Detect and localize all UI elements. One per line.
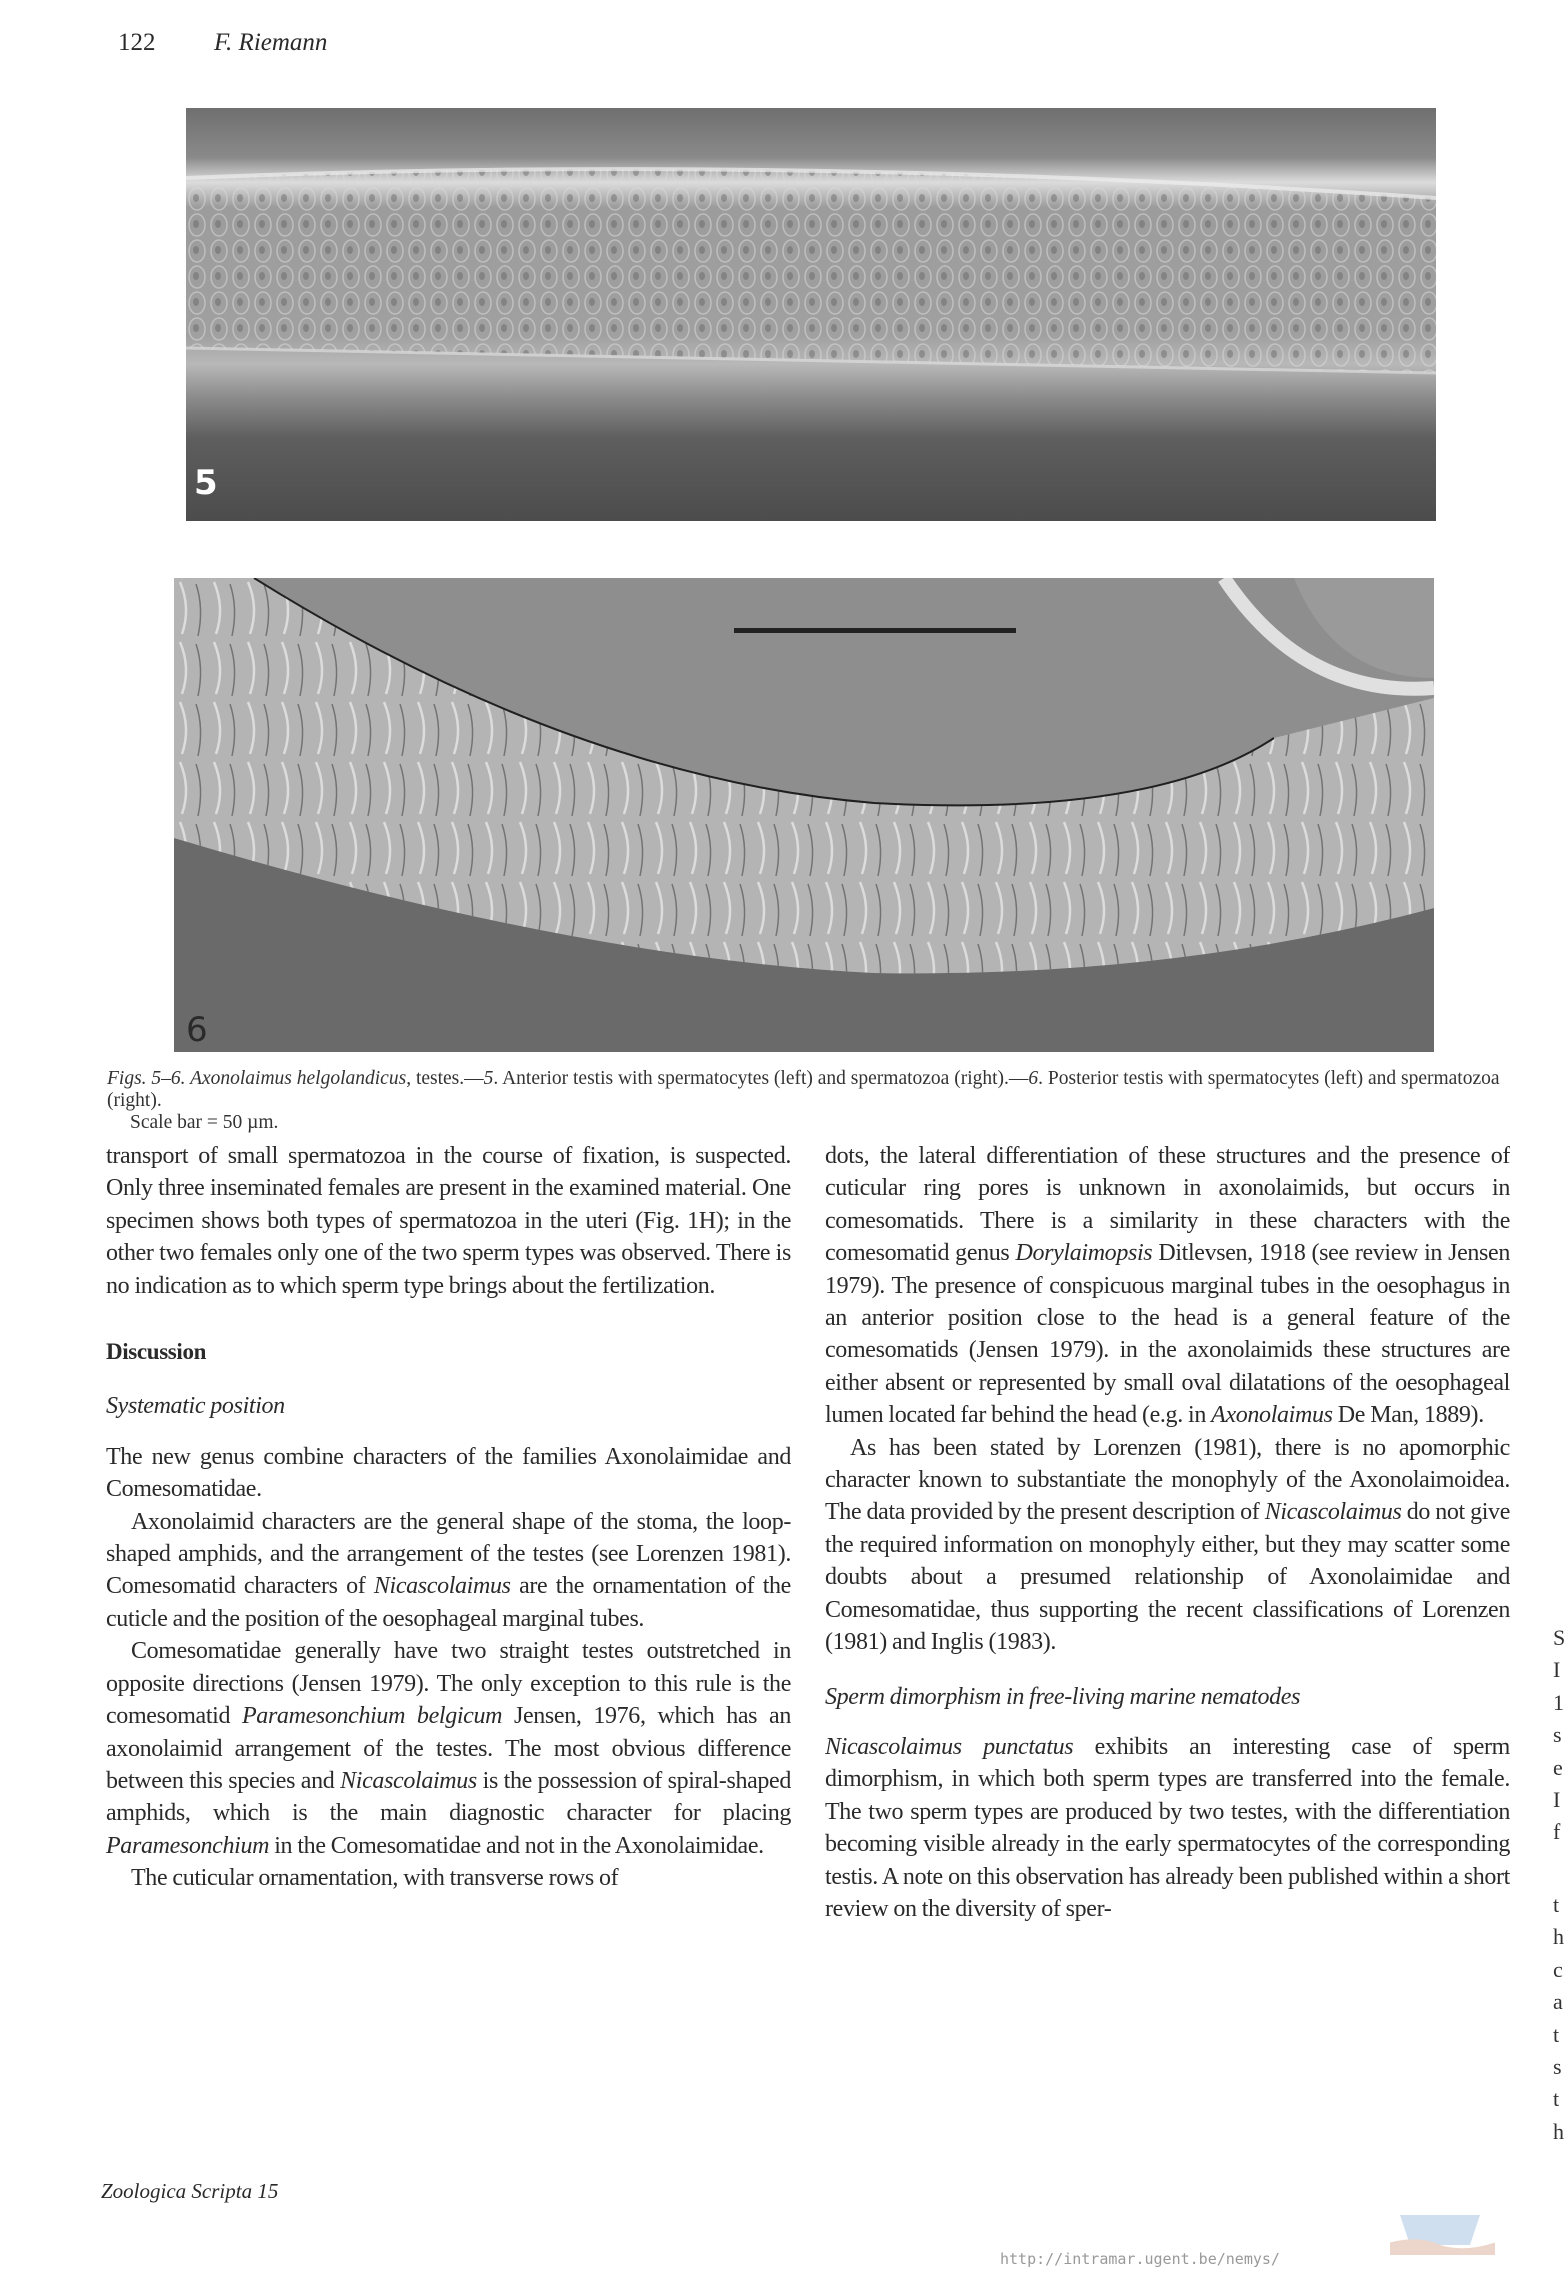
subheading-sperm-dimorphism: Sperm dimorphism in free-living marine nematodes xyxy=(825,1683,1301,1710)
paragraph: Axonolaimid characters are the general shape of the stoma, the loop-shaped amphids, and the arrangement of the testes (see Lorenzen 1981). Comesomatid characters of Nicascolaimus are the ornamentation of the cuticle and the position of the oesophageal marginal tubes. xyxy=(106,1508,791,1632)
micrograph-image xyxy=(174,578,1434,1052)
adjacent-page-edge-text: t h c a t s t h xyxy=(1553,1892,1564,2144)
watermark-logo xyxy=(1380,2195,1500,2260)
paragraph: The cuticular ornamentation, with transverse rows of xyxy=(131,1865,619,1892)
caption-fig6-ref: 6 xyxy=(1028,1068,1039,1089)
paragraph: dots, the lateral differentiation of these structures and the presence of cuticular ring pores is unknown in axonolaimids, but occurs in comesomatids. There is a similarity in these characters with the comesomatid genus Dorylaimopsis Ditlevsen, 1918 (see review in Jensen 1979). The presence of conspicuous marginal tubes in the oesophagus in an anterior position close to the head is a general feature of the comesomatids (Jensen 1979). in the axonolaimids these structures are either absent or represented by small oval dilatations of the oesophageal lumen located far behind the head (e.g. in Axonolaimus De Man, 1889). xyxy=(825,1143,1510,1429)
paragraph: As has been stated by Lorenzen (1981), there is no apomorphic character known to substantiate the monophyly of the Axonolaimoidea. The data provided by the present description of Nicascolaimus do not give the required information on monophyly either, but they may scatter some doubts about a presumed relationship of Axonolaimidae and Comesomatidae, thus supporting the recent classifications of Lorenzen (1981) and Inglis (1983). xyxy=(825,1434,1510,1656)
caption-fig5-ref: 5 xyxy=(483,1068,494,1089)
caption-text: , testes.— xyxy=(406,1068,484,1089)
caption-fig5-text: . Anterior testis with spermatocytes (left) and spermatozoa (right).— xyxy=(493,1068,1029,1089)
scale-bar xyxy=(734,628,1016,633)
author-name: F. Riemann xyxy=(214,29,328,56)
journal-footer: Zoologica Scripta 15 xyxy=(101,2179,279,2203)
figure-6-micrograph xyxy=(174,578,1434,1052)
left-text-column xyxy=(106,1140,791,2150)
page-number: 122 xyxy=(118,29,156,56)
paragraph: Nicascolaimus punctatus exhibits an interesting case of sperm dimorphism, in which both sperm types are transferred into the female. The two sperm types are produced by two testes, with the differentiation becoming visible already in the early spermatocytes of the corresponding testis. A note on this observation has already been published within a short review on the diversity of sper- xyxy=(825,1733,1510,1922)
caption-species: Axonolaimus helgolandicus xyxy=(190,1068,407,1089)
adjacent-page-edge-text: S I 1 s e I f xyxy=(1553,1625,1566,1845)
caption-scale: Scale bar = 50 µm. xyxy=(130,1112,279,1133)
watermark-url: http://intramar.ugent.be/nemys/ xyxy=(1000,2250,1280,2268)
running-head xyxy=(118,28,327,58)
right-text-column xyxy=(825,1140,1510,2170)
section-heading-discussion: Discussion xyxy=(106,1339,207,1365)
caption-fig6-text: . Posterior testis with spermatocytes (left) and spermatozoa (right). xyxy=(107,1068,1500,1111)
paragraph: transport of small spermatozoa in the course of fixation, is suspected. Only three inseminated females are present in the examined material. One specimen shows both types of spermatozoa in the uteri (Fig. 1H); in the other two females only one of the two sperm types was observed. There is no indication as to which sperm type brings about the fertilization. xyxy=(106,1143,791,1299)
subheading-systematic-position: Systematic position xyxy=(106,1393,285,1420)
caption-prefix: Figs. 5–6. xyxy=(107,1068,191,1089)
panel-label-6: 6 xyxy=(186,1010,208,1050)
panel-label-5: 5 xyxy=(194,463,218,503)
paragraph: The new genus combine characters of the families Axonolaimidae and Comesomatidae. xyxy=(106,1443,791,1503)
figure-5-micrograph xyxy=(186,108,1436,521)
paragraph: Comesomatidae generally have two straight testes outstretched in opposite directions (Jensen 1979). The only exception to this rule is the comesomatid Paramesonchium belgicum Jensen, 1976, which has an axonolaimid arrangement of the testes. The most obvious difference between this species and Nicascolaimus is the possession of spiral-shaped amphids, which is the main diagnostic character for placing Paramesonchium in the Comesomatidae and not in the Axonolaimidae. xyxy=(106,1638,791,1859)
micrograph-image xyxy=(186,108,1436,521)
figure-caption xyxy=(107,1068,1527,1134)
